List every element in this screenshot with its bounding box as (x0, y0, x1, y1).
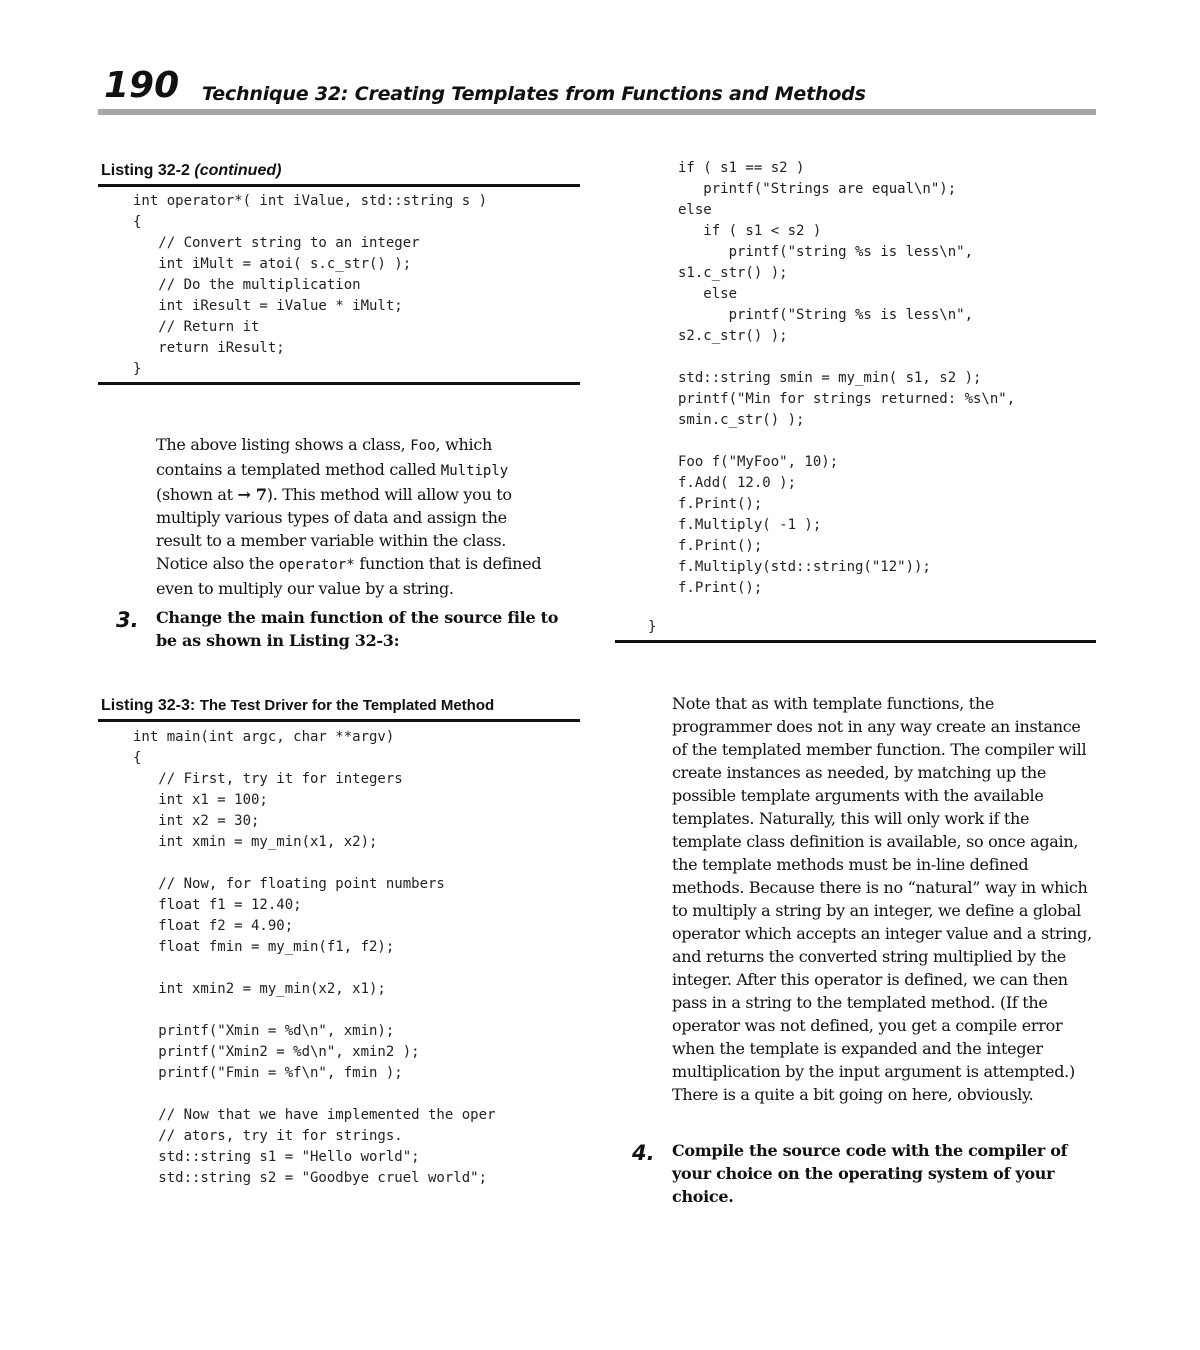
code-line: s2.c_str() ); (678, 328, 788, 344)
code-line (133, 958, 495, 979)
page-number: 190 (104, 65, 180, 106)
p1-text-5: function that is defined even to multiply our value by a string. (156, 554, 542, 598)
code-line: // First, try it for integers (133, 771, 403, 787)
code-line: f.Multiply( -1 ); (678, 517, 822, 533)
code-term-operator: operator* (278, 557, 355, 573)
code-term-foo: Foo (410, 438, 436, 454)
listing-32-3-bottom-rule (615, 640, 1096, 643)
listing-32-3-label: Listing 32-3 (101, 697, 190, 714)
code-line: std::string s2 = "Goodbye cruel world"; (133, 1170, 488, 1186)
code-line: printf("String %s is less\n", (678, 307, 974, 323)
code-term-multiply: Multiply (440, 463, 509, 479)
listing-32-2-bottom-rule (98, 382, 580, 385)
code-line: printf("Xmin2 = %d\n", xmin2 ); (133, 1044, 420, 1060)
header-rule (98, 109, 1096, 115)
code-line: printf("Strings are equal\n"); (678, 181, 957, 197)
code-line: // Return it (133, 319, 260, 335)
code-line: if ( s1 < s2 ) (678, 223, 822, 239)
code-line: printf("Fmin = %f\n", fmin ); (133, 1065, 403, 1081)
step-3-text: Change the main function of the source file to be as shown in Listing 32-3: (156, 608, 559, 650)
code-line (133, 1084, 495, 1105)
code-line: printf("string %s is less\n", (678, 244, 974, 260)
code-line (133, 853, 495, 874)
paragraph-template-explanation: Note that as with template functions, the programmer does not in any way create an instance of the templated member function. The compiler will create instances as needed, by matching up the possible template arguments with the available templates. Naturally, this will only work if the template class definition is available, so once again, the template methods must be in-line defined methods. Because there is no “natural” way in which to multiply a string by an integer, we define a global operator which accepts an integer value and a string, and returns the converted string multiplied by the integer. After this operator is defined, we can then pass in a string to the templated method. (If the operator was not defined, you get a compile error when the template is expanded and the integer multiplication by the input argument is attempted.) There is a quite a bit going on here, obviously. (672, 694, 1092, 1104)
code-line: { (133, 750, 142, 766)
listing-32-2-top-rule (98, 184, 580, 187)
p1-text-4: ). This method will allow you to multiply various types of data and assign the result to a member variable within the class. Notice also the (156, 485, 512, 573)
paragraph-listing-explanation (156, 433, 556, 600)
step-3-number: 3. (116, 608, 139, 632)
listing-32-3-closing-brace: } (648, 619, 657, 635)
code-line: printf("Min for strings returned: %s\n", (678, 391, 1016, 407)
code-line: float f1 = 12.40; (133, 897, 302, 913)
code-line: int x1 = 100; (133, 792, 268, 808)
code-line: s1.c_str() ); (678, 265, 788, 281)
code-line: int xmin = my_min(x1, x2); (133, 834, 378, 850)
code-line (133, 1000, 495, 1021)
code-line: if ( s1 == s2 ) (678, 160, 805, 176)
code-line: // Convert string to an integer (133, 235, 420, 251)
step-4-number: 4. (632, 1141, 655, 1165)
code-line: } (133, 361, 142, 377)
code-line: f.Multiply(std::string("12")); (678, 559, 931, 575)
listing-marker-arrow: → 7 (237, 485, 267, 504)
listing-32-3-top-rule (98, 719, 580, 722)
p1-text-1: The above listing shows a class, (156, 435, 411, 454)
code-line: int xmin2 = my_min(x2, x1); (133, 981, 386, 997)
code-line: f.Print(); (678, 496, 763, 512)
running-header: Technique 32: Creating Templates from Functions and Methods (202, 83, 866, 105)
code-line (678, 431, 1015, 452)
listing-32-3-continued-code (678, 158, 1015, 599)
p1-text-3: (shown at (156, 485, 238, 504)
listing-32-2-note: (continued) (194, 162, 282, 179)
code-line: f.Print(); (678, 538, 763, 554)
listing-32-2-label: Listing 32-2 (101, 162, 190, 179)
code-line: // Now, for floating point numbers (133, 876, 445, 892)
code-line: std::string smin = my_min( s1, s2 ); (678, 370, 982, 386)
listing-32-3-code (133, 727, 495, 1189)
code-line: f.Print(); (678, 580, 763, 596)
code-line: else (678, 286, 738, 302)
code-line: else (678, 202, 712, 218)
listing-32-2-caption (101, 161, 281, 181)
code-line: smin.c_str() ); (678, 412, 805, 428)
code-line: int x2 = 30; (133, 813, 260, 829)
code-line: int main(int argc, char **argv) (133, 729, 395, 745)
code-line: // ators, try it for strings. (133, 1128, 403, 1144)
code-line: std::string s1 = "Hello world"; (133, 1149, 420, 1165)
step-4-text: Compile the source code with the compiler of your choice on the operating system of your choice. (672, 1141, 1068, 1206)
code-line: return iResult; (133, 340, 285, 356)
listing-32-2-code (133, 191, 487, 380)
code-line (678, 347, 1015, 368)
code-line: // Do the multiplication (133, 277, 361, 293)
code-line: // Now that we have implemented the oper (133, 1107, 496, 1123)
p1-text-2: , which contains a templated method called (156, 435, 493, 479)
listing-32-3-caption: Listing 32-3: The Test Driver for the Templated Method (101, 697, 495, 714)
code-line: int iMult = atoi( s.c_str() ); (133, 256, 412, 272)
code-line: float fmin = my_min(f1, f2); (133, 939, 395, 955)
code-line: int operator*( int iValue, std::string s ) (133, 193, 488, 209)
listing-32-3-title: The Test Driver for the Templated Method (199, 697, 495, 714)
code-line: int iResult = iValue * iMult; (133, 298, 403, 314)
code-line: { (133, 214, 142, 230)
code-line: float f2 = 4.90; (133, 918, 294, 934)
code-line: printf("Xmin = %d\n", xmin); (133, 1023, 395, 1039)
code-line: f.Add( 12.0 ); (678, 475, 797, 491)
code-line: Foo f("MyFoo", 10); (678, 454, 839, 470)
